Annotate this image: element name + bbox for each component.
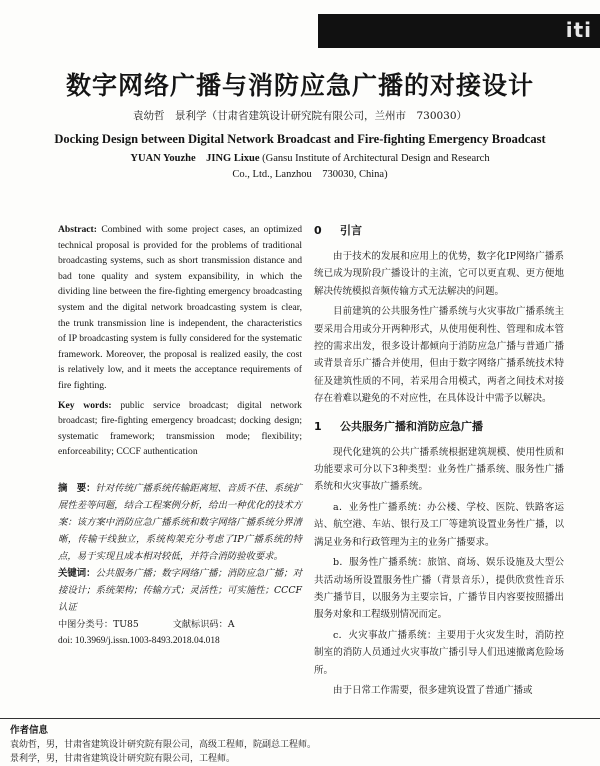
abstract-cn-text: 针对传统广播系统传输距离短、音质不佳、系统扩展性差等问题，结合工程案例分析，给出一种优化的技术方案：该方案中消防应急广播系统和数字网络广播系统分界清晰，传输干线独立，系统构架充分考虑了IP广播系统的特点，易于实现且成本相对较低，并符合消防验收要求。 — [58, 482, 302, 562]
section-1-number: 1 — [314, 419, 322, 433]
footer-divider — [0, 718, 600, 719]
classification-row — [58, 616, 302, 633]
keywords-cn-text: 公共服务广播；数字网络广播；消防应急广播；对接设计；系统架构；传输方式；灵活性；可实施性；CCCF认证 — [58, 567, 302, 613]
affiliation-en-line1: (Gansu Institute of Architectural Design and Research — [262, 153, 490, 164]
clc-label: 中图分类号： — [58, 618, 114, 630]
keywords-cn — [58, 565, 302, 616]
section-1-para-3: b．服务性广播系统：旅馆、商场、娱乐设施及大型公共活动场所设置服务性广播（背景音乐），提供欣赏性音乐类广播节目，以服务为主要宗旨，广播节目内容要按照播出服务对象和工程级别情况而定。 — [314, 557, 564, 621]
section-1-title: 公共服务广播和消防应急广播 — [340, 419, 483, 433]
title-cn: 数字网络广播与消防应急广播的对接设计 — [65, 71, 534, 100]
section-0-number: 0 — [314, 224, 322, 237]
section-1-para-2: a．业务性广播系统：办公楼、学校、医院、铁路客运站、航空港、车站、银行及工厂等建筑设置业务性广播，以满足业务和行政管理为主的业务广播要求。 — [314, 501, 564, 548]
abstract-en-label: Abstract: — [58, 224, 97, 235]
author-info-heading: 作者信息 — [10, 725, 49, 736]
section-0-heading — [314, 222, 564, 238]
keywords-cn-label: 关键词： — [58, 567, 96, 579]
keywords-en-text: public service broadcast; digital network broadcast; fire-fighting emergency broadcast; docking design; systematic framework; transmission mode; flexibility; enforceability; CCCF authentication — [58, 399, 302, 458]
doi: doi: 10.3969/j.issn.1003-8493.2018.04.018 — [58, 635, 220, 646]
section-1-para-4: c．火灾事故广播系统：主要用于火灾发生时，消防控制室的消防人员通过火灾事故广播引导人们迅速撤离危险场所。 — [314, 629, 564, 676]
title-en: Docking Design between Digital Network Broadcast and Fire-fighting Emergency Broadcast — [54, 132, 546, 146]
author-info — [10, 724, 590, 766]
author-names-en: YUAN Youzhe JING Lixue — [130, 153, 260, 164]
author-info-line-1: 袁幼哲，男，甘肃省建筑设计研究院有限公司，高级工程师，院副总工程师。 — [10, 740, 317, 750]
section-0-para-1: 由于技术的发展和应用上的优势，数字化IP网络广播系统已成为现阶段广播设计的主流，它可以更直观、更方便地解决传统模拟音频传输方式无法解决的问题。 — [314, 251, 564, 297]
authors-en — [110, 151, 510, 183]
left-column — [58, 222, 302, 650]
abstract-en-text: Combined with some project cases, an optimized technical proposal is provided for the problems of traditional broadcasting systems, such as short transmission distance and bad tone quality and system expansibility, in which the dividing line between the fire-fighting emergency broadcasting system and the digital network broadcasting system is clear, the trunk transmission line is independent, the characteristics of IP broadcasting system is fully considered for the systematic framework. Moreover, the proposal is realized easily, the cost is relatively low, and it meets the acceptance requirements of fire fighting. — [58, 224, 302, 391]
author-info-line-2: 景利学，男，甘肃省建筑设计研究院有限公司，工程师。 — [10, 754, 236, 764]
right-column — [314, 222, 564, 702]
section-1-heading — [314, 418, 564, 434]
section-1-para-5: 由于日常工作需要，很多建筑设置了普通广播或 — [333, 684, 533, 696]
doc-code-label: 文献标识码： — [172, 618, 228, 630]
clc-value: TU85 — [113, 618, 139, 630]
abstract-cn — [58, 480, 302, 565]
abstract-en — [58, 222, 302, 394]
header-mark-text: iti — [565, 18, 592, 42]
abstract-cn-label: 摘 要： — [58, 482, 96, 494]
keywords-en-label: Key words: — [58, 399, 112, 411]
authors-cn: 袁幼哲 景利学（甘肃省建筑设计研究院有限公司，兰州市 730030） — [132, 110, 468, 122]
doc-code-value: A — [227, 618, 235, 630]
section-1-para-1: 现代化建筑的公共广播系统根据建筑规模、使用性质和功能要求可分以下3种类型：业务性广播系统、服务性广播系统和火灾事故广播系统。 — [314, 446, 564, 493]
affiliation-en-line2: Co., Ltd., Lanzhou 730030, China) — [232, 169, 388, 180]
section-0-title: 引言 — [340, 224, 362, 237]
section-0-para-2: 目前建筑的公共服务性广播系统与火灾事故广播系统主要采用合用或分开两种形式，从使用便利性、管理和成本管控的需求出发，很多设计都倾向于消防应急广播与普通广播或背景音乐广播合并使用，但由于数字网络广播系统技术特征及建筑性质的不同，若采用合用模式，两者之间技术对接存在着难以避免的不对应性，在具体设计中需予以解决。 — [314, 306, 564, 405]
keywords-en — [58, 398, 302, 460]
header-mark — [318, 14, 600, 48]
